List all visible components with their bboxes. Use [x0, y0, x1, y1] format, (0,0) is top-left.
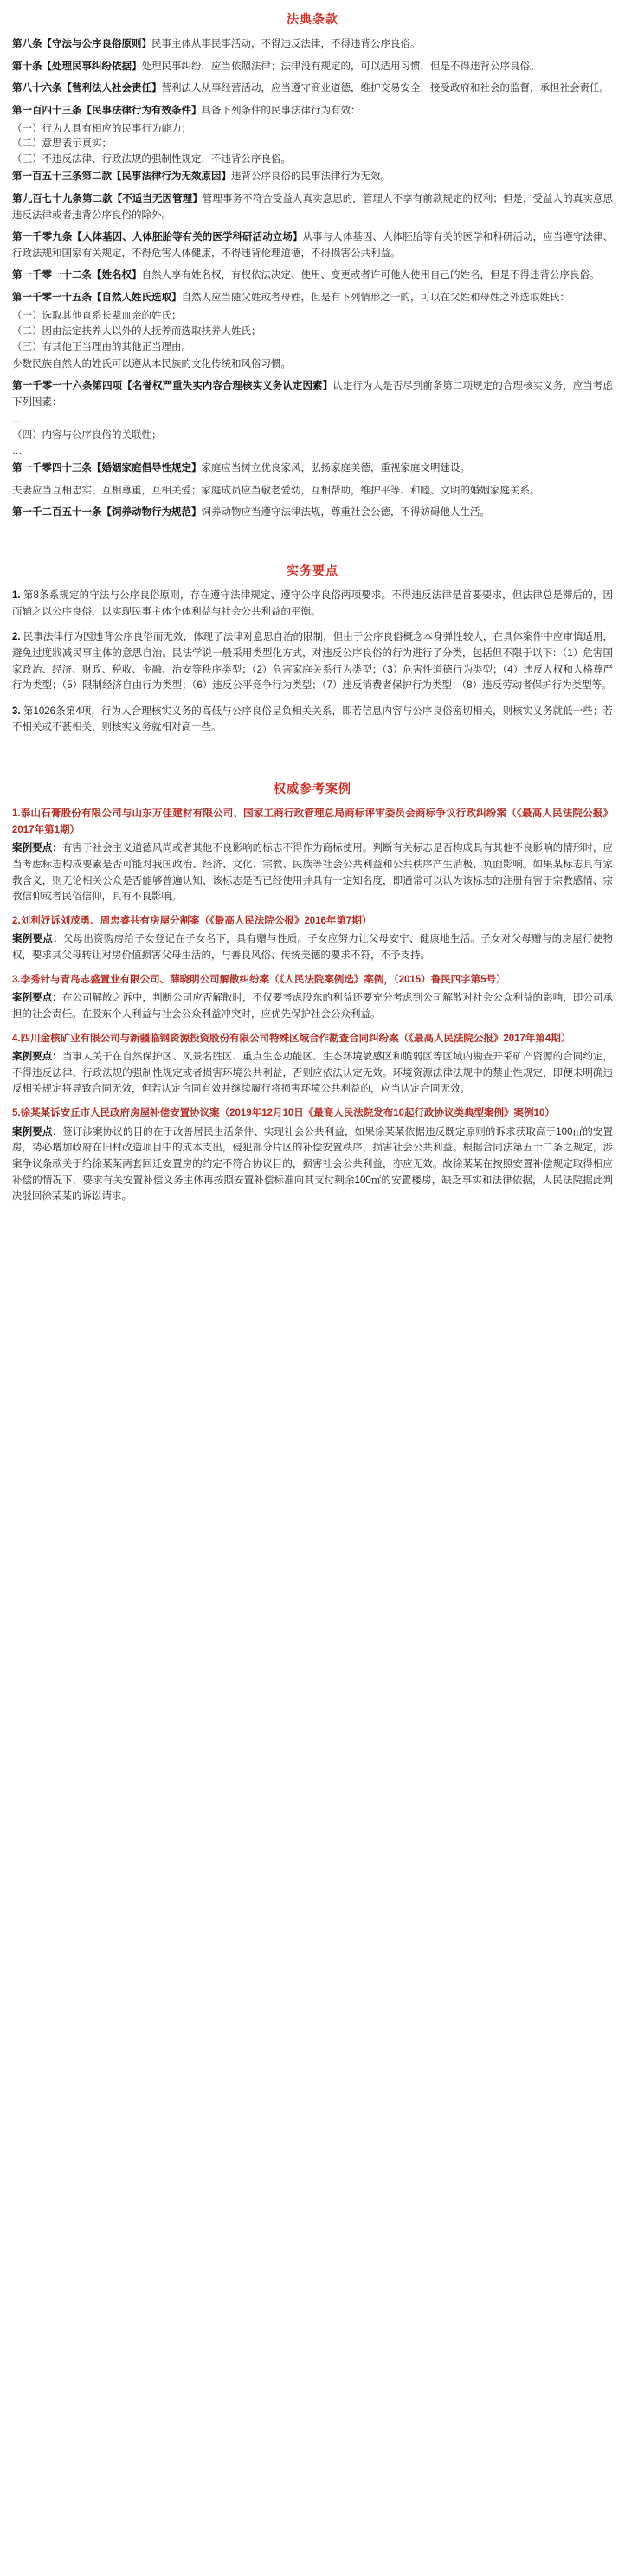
statute-head: 第一千零一十二条【姓名权】: [12, 270, 142, 281]
statute-item: [12, 191, 613, 223]
practice-number: 1.: [12, 590, 21, 602]
statute-head: 第一千二百五十一条【饲养动物行为规范】: [12, 507, 202, 518]
statute-subitem: …: [12, 415, 23, 426]
statute-subitem: （一）选取其他直系长辈血亲的姓氏；: [12, 310, 182, 321]
case-title: 3.李秀针与青岛志盛置业有限公司、薛晓明公司解散纠纷案（《人民法院案例选》案例，（2015）鲁民四字第5号）: [12, 974, 506, 985]
statute-subitem: （四）内容与公序良俗的关联性；: [12, 430, 162, 441]
statute-text: 营利法人从事经营活动，应当遵守商业道德，维护交易安全，接受政府和社会的监督，承担社会责任。: [161, 83, 609, 94]
statute-text: 饲养动物应当遵守法律法规，尊重社会公德，不得妨碍他人生活。: [201, 507, 490, 518]
case-text: 在公司解散之诉中，判断公司应否解散时，不仅要考虑股东的利益还要充分考虑到公司解散对社会公众利益的影响，即公司承担的社会责任。在股东个人利益与社会公众利益冲突时，应优先保护社会公众利益。: [12, 993, 613, 1020]
practice-text: 第8条系规定的守法与公序良俗原则，存在遵守法律规定、遵守公序良俗两项要求。不得违反法律是首要要求，但法律总是滞后的，因而辅之以公序良俗，以实现民事主体个体利益与社会公共利益的平衡。: [12, 590, 613, 617]
case-body: [12, 1124, 613, 1205]
statute-item: [12, 267, 613, 284]
statute-item: [12, 80, 613, 97]
statute-subitem: （一）行为人具有相应的民事行为能力；: [12, 123, 191, 134]
statute-item: [12, 460, 613, 477]
statute-item: [12, 378, 613, 410]
statute-head: 第一千零九条【人体基因、人体胚胎等有关的医学科研活动立场】: [12, 232, 303, 243]
case-body: [12, 840, 613, 905]
statute-text: 民事主体从事民事活动，不得违反法律，不得违背公序良俗。: [151, 39, 421, 49]
case-body: [12, 931, 613, 963]
statute-item: [12, 103, 613, 119]
case-text: 签订涉案协议的目的在于改善居民生活条件、实现社会公共利益，如果徐某某依据违反既定原则的诉求获取高于100㎡的安置房，势必增加政府在旧村改造项目中的成本支出，侵犯部分片区的补偿安置秩序，损害社会公共利益。根据合同法第五十二条之规定，涉案争议条款关于给徐某某两套回迁安置房的约定不符合协议目的，损害社会公共利益，亦应无效。故徐某某在按照安置补偿规定取得相应补偿的情况下，要求有关安置补偿义务主体再按照安置补偿标准向其支付剩余100㎡的安置楼房，缺乏事实和法律依据，人民法院据此判决驳回徐某某的诉讼请求。: [12, 1126, 614, 1202]
case-title: 2.刘利妤诉刘茂勇、周忠睿共有房屋分割案（《最高人民法院公报》2016年第7期）: [12, 915, 372, 926]
case-lead: 案例要点：: [12, 993, 62, 1004]
section-gap: [0, 527, 625, 550]
case-lead: 案例要点：: [12, 1052, 62, 1063]
statute-item: [12, 59, 613, 75]
statute-text: 认定行为人是否尽到前条第二项规定的合理核实义务，应当考虑下列因素：: [12, 381, 613, 408]
statute-head: 第一百四十三条【民事法律行为有效条件】: [12, 105, 202, 116]
statute-head: 第八十六条【营利法人社会责任】: [12, 83, 162, 94]
section-title-statutes: 法典条款: [287, 12, 338, 26]
statute-head: 第九百七十九条第二款【不适当无因管理】: [12, 193, 203, 204]
case-text: 父母出资购房给子女登记在子女名下，具有赠与性质。子女应努力让父母安宁、健康地生活。子女对父母赠与的房屋行使物权，要求其父母转让对房价值损害父母生活的，与善良风俗、传统美德的要求不符，不予支持。: [12, 934, 614, 962]
statute-subitem: …: [12, 446, 23, 457]
case-text: 有害于社会主义道德风尚或者其他不良影响的标志不得作为商标使用。判断有关标志是否构成具有其他不良影响的情形时，应当考虑标志构成要素是否可能对我国政治、经济、文化、宗教、民族等社会公共利益和公共秩序产生消极、负面影响。如果某标志具有家教含义，则无论相关公众是否能够普遍认知、该标志是否已经使用并具有一定知名度，即通常可以认为该标志的注册有害于宗教感情、宗教信仰或者民俗信仰，具有不良影响。: [12, 843, 613, 903]
case-text: 当事人关于在自然保护区、风景名胜区、重点生态功能区、生态环境敏感区和脆弱区等区域内勘查开采矿产资源的合同约定，不得违反法律、行政法规的强制性规定或者损害环境公共利益，否则应依法认定无效。环境资源法律法规中的禁止性规定，即便未明确违反相关规定将导致合同无效，但若认定合同有效并继续履行将损害环境公共利益的，应当认定合同无效。: [12, 1052, 613, 1095]
statute-text: 自然人享有姓名权，有权依法决定、使用、变更或者许可他人使用自己的姓名，但是不得违背公序良俗。: [141, 270, 600, 281]
statute-item: 夫妻应当互相忠实，互相尊重，互相关爱；家庭成员应当敬老爱幼，互相帮助，维护平等、和睦、文明的婚姻家庭关系。: [12, 485, 540, 496]
case-lead: 案例要点：: [12, 1126, 63, 1137]
practice-block: [0, 588, 625, 736]
statute-subitem: （三）有其他正当理由的其他正当理由。: [12, 341, 191, 352]
statute-text: 家庭应当树立优良家风，弘扬家庭美德，重视家庭文明建设。: [201, 463, 470, 474]
statute-item: [12, 290, 613, 306]
statutes-block: [0, 36, 625, 521]
statute-text: 从事与人体基因、人体胚胎等有关的医学和科研活动，应当遵守法律、行政法规和国家有关规定，不得危害人体健康，不得违背伦理道德，不得损害公共利益。: [12, 232, 613, 259]
case-lead: 案例要点：: [12, 934, 63, 945]
practice-number: 2.: [12, 632, 21, 643]
practice-text: 第1026条第4项，行为人合理核实义务的高低与公序良俗呈负相关关系，即若信息内容与公序良俗密切相关，则核实义务就低一些；若不相关或不甚相关，则核实义务就相对高一些。: [12, 705, 613, 733]
section-gap: [0, 745, 625, 768]
statute-head: 第八条【守法与公序良俗原则】: [12, 39, 151, 49]
statute-item: [12, 36, 613, 53]
case-title: 1.泰山石膏股份有限公司与山东万佳建材有限公司、国家工商行政管理总局商标评审委员会商标争议行政纠纷案（《最高人民法院公报》2017年第1期）: [12, 808, 613, 835]
statute-text: 违背公序良俗的民事法律行为无效。: [231, 171, 390, 183]
statute-item: 少数民族自然人的姓氏可以遵从本民族的文化传统和风俗习惯。: [12, 358, 291, 370]
practice-text: 民事法律行为因违背公序良俗而无效，体现了法律对意思自治的限制，但由于公序良俗概念本身弹性较大，在具体案件中应审慎适用，避免过度戕减民事主体的意思自治。民法学说一般采用类型化方式，对违反公序良俗的行为进行了分类，包括但不限于以下：（1）危害国家政治、经济、财政、税收、金融、治安等秩序类型；（2）危害家庭关系行为类型；（3）危害性道德行为类型；（4）违反人权和人格尊严行为类型；（5）限制经济自由行为类型；（6）违反公平竞争行为类型；（7）违反消费者保护行为类型；（8）违反劳动者保护行为类型等。: [12, 632, 613, 692]
section-title-practice: 实务要点: [287, 564, 338, 578]
document-page: [0, 10, 625, 1230]
statute-head: 第十条【处理民事纠纷依据】: [12, 61, 142, 72]
section-title-cases: 权威参考案例: [274, 782, 351, 796]
statute-subitem: （二）因由法定扶养人以外的人抚养而选取扶养人姓氏；: [12, 325, 261, 337]
statute-subitem: （三）不违反法律、行政法规的强制性规定，不违背公序良俗。: [12, 154, 291, 165]
practice-item: [12, 704, 613, 736]
statute-text: 自然人应当随父姓或者母姓，但是有下列情形之一的，可以在父姓和母姓之外选取姓氏：: [181, 293, 570, 304]
practice-number: 3.: [12, 705, 21, 717]
case-body: [12, 1049, 613, 1098]
case-body: [12, 990, 613, 1022]
case-title: 4.四川金核矿业有限公司与新疆临钢资源投资股份有限公司特殊区域合作勘查合同纠纷案（《最高人民法院公报》2017年第4期）: [12, 1033, 571, 1044]
statute-head: 第一百五十三条第二款【民事法律行为无效原因】: [12, 171, 231, 183]
statute-text: 具备下列条件的民事法律行为有效：: [201, 105, 361, 116]
case-lead: 案例要点：: [12, 843, 62, 854]
case-title: 5.徐某某诉安丘市人民政府房屋补偿安置协议案（2019年12月10日《最高人民法院发布10起行政协议类典型案例》案例10）: [12, 1108, 555, 1119]
statute-item: [12, 229, 613, 261]
statute-subitem: （二）意思表示真实；: [12, 138, 112, 150]
practice-item: [12, 629, 613, 694]
statute-item: [12, 169, 613, 185]
statute-item: [12, 505, 613, 521]
practice-item: [12, 588, 613, 620]
cases-block: [0, 806, 625, 1205]
statute-text: 管理事务不符合受益人真实意思的，管理人不享有前款规定的权利；但是，受益人的真实意思违反法律或者违背公序良俗的除外。: [12, 193, 614, 221]
statute-text: 处理民事纠纷，应当依照法律；法律没有规定的，可以适用习惯，但是不得违背公序良俗。: [141, 61, 540, 72]
statute-head: 第一千零四十三条【婚姻家庭倡导性规定】: [12, 463, 202, 474]
statute-head: 第一千零一十五条【自然人姓氏选取】: [12, 293, 182, 304]
statute-head: 第一千零一十六条第四项【名誉权严重失实内容合理核实义务认定因素】: [12, 381, 333, 392]
